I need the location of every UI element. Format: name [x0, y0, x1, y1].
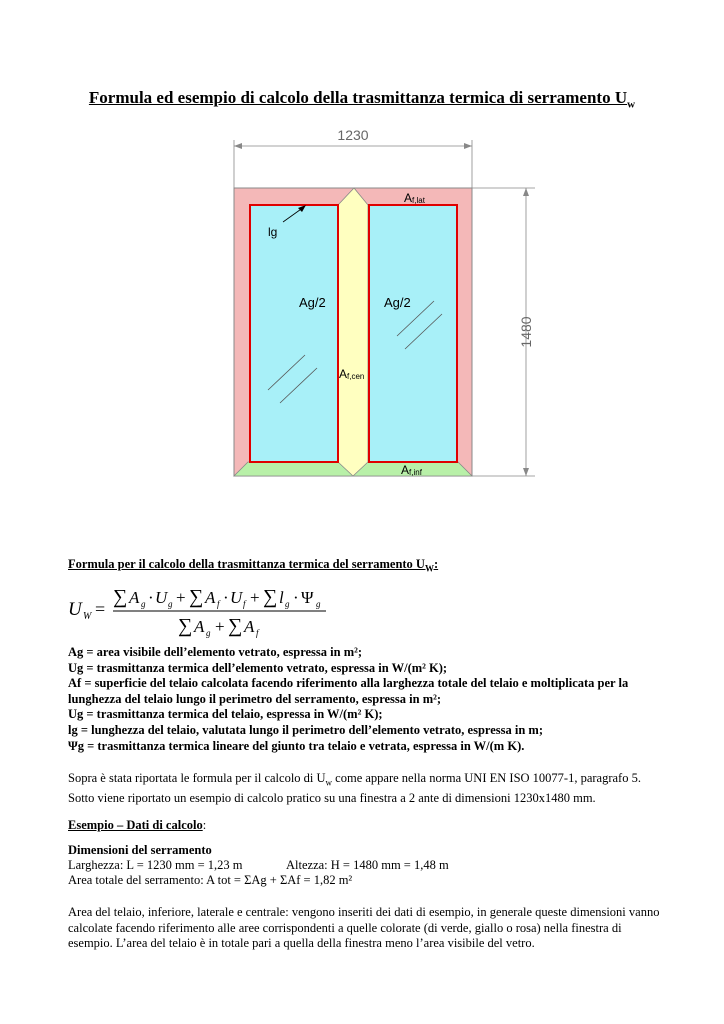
intro-paragraph: Sopra è stata riportata le formula per il calcolo di $U_w$ come appare nella norma UNI EN ISO 10077-1, paragrafo 5. Sotto viene riportato un esempio di calcolo pratico su una finestra a 2 ante di dimensioni 1230x1480 mm. — [68, 771, 641, 806]
svg-text:g: g — [141, 599, 146, 609]
glass-left — [250, 205, 338, 462]
svg-text:g: g — [168, 599, 173, 609]
height-dimension: 1480 — [518, 316, 534, 348]
svg-text:∑: ∑ — [228, 615, 243, 637]
svg-text:+: + — [250, 588, 260, 607]
svg-text:A: A — [194, 617, 205, 636]
svg-text:∑: ∑ — [113, 586, 128, 608]
svg-text:A: A — [244, 617, 255, 636]
af-lat-label: Af,lat — [404, 191, 425, 205]
svg-text:g: g — [206, 628, 211, 638]
svg-text:A: A — [129, 588, 140, 607]
svg-text:∑: ∑ — [263, 586, 278, 608]
height-value: Altezza: H = 1480 mm = 1,48 m — [286, 858, 449, 872]
svg-text:g: g — [316, 599, 321, 609]
definitions-list — [68, 645, 668, 754]
width-dimension: 1230 — [337, 127, 369, 143]
glass-right — [369, 205, 457, 462]
svg-text:∑: ∑ — [189, 586, 204, 608]
definition-psi: Ψg = trasmittanza termica lineare del giunto tra telaio e vetrata, espressa in W/(m K). — [68, 738, 525, 753]
formula-section-title: Formula per il calcolo della trasmittanza termica del serramento $U_W$: — [68, 557, 439, 574]
svg-text:·: · — [223, 588, 229, 607]
svg-text:·: · — [148, 588, 154, 607]
svg-text:U: U — [230, 588, 243, 607]
definition-af: Af = superficie del telaio calcolata facendo riferimento alla larghezza totale del telaio e moltiplicata per la lunghezza del telaio lungo il perimetro del serramento, espressa in m²; — [68, 676, 629, 706]
example-heading: Esempio – Dati di calcolo: — [68, 818, 207, 832]
svg-text:l: l — [279, 588, 284, 607]
definition-uf: Ug = trasmittanza termica del telaio, espressa in W/(m² K); — [68, 707, 383, 722]
svg-text:W: W — [83, 611, 92, 622]
definition-lg: lg = lunghezza del telaio, valutata lungo il perimetro dell’elemento vetrato, espressa in m; — [68, 722, 543, 737]
width-value: Larghezza: L = 1230 mm = 1,23 m — [68, 858, 243, 872]
frame-area-paragraph: Area del telaio, inferiore, laterale e centrale: vengono inseriti dei dati di esempio, in generale queste dimensioni vanno calcolate facendo riferimento alle aree corrispondenti a quelle colorate (di verde, giallo o rosa) nella finestra di esempio. L’area del telaio è in totale pari a quella della finestra meno l’area visibile del vetro. — [68, 905, 660, 951]
svg-text:f: f — [217, 599, 220, 609]
dimensions-heading: Dimensioni del serramento — [68, 843, 212, 857]
ag-right-label: Ag/2 — [384, 295, 411, 310]
page-title: Formula ed esempio di calcolo della trasmittanza termica di serramento $U_w$ — [88, 88, 636, 111]
total-area: Area totale del serramento: A tot = ΣAg + ΣAf = 1,82 m² — [68, 873, 353, 887]
svg-text:U: U — [68, 599, 82, 620]
svg-text:g: g — [285, 599, 290, 609]
af-inf-label: Af,inf — [401, 463, 422, 477]
svg-text:U: U — [155, 588, 168, 607]
svg-text:·: · — [293, 588, 299, 607]
frame-central — [338, 188, 368, 476]
definition-ug: Ug = trasmittanza termica dell’elemento vetrato, espressa in W/(m² K); — [68, 660, 448, 675]
svg-text:+: + — [176, 588, 186, 607]
af-cen-label: Af,cen — [339, 367, 365, 381]
ag-left-label: Ag/2 — [299, 295, 326, 310]
svg-text:∑: ∑ — [178, 615, 193, 637]
svg-text:Ψ: Ψ — [301, 588, 314, 607]
svg-text:+: + — [215, 617, 225, 636]
definition-ag: Ag = area visibile dell’elemento vetrato, espressa in m²; — [68, 645, 363, 659]
uw-formula — [68, 580, 388, 640]
svg-text:f: f — [243, 599, 246, 609]
svg-text:f: f — [256, 628, 259, 638]
svg-text:A: A — [205, 588, 216, 607]
lg-label: lg — [268, 225, 278, 239]
svg-text:=: = — [95, 599, 106, 619]
